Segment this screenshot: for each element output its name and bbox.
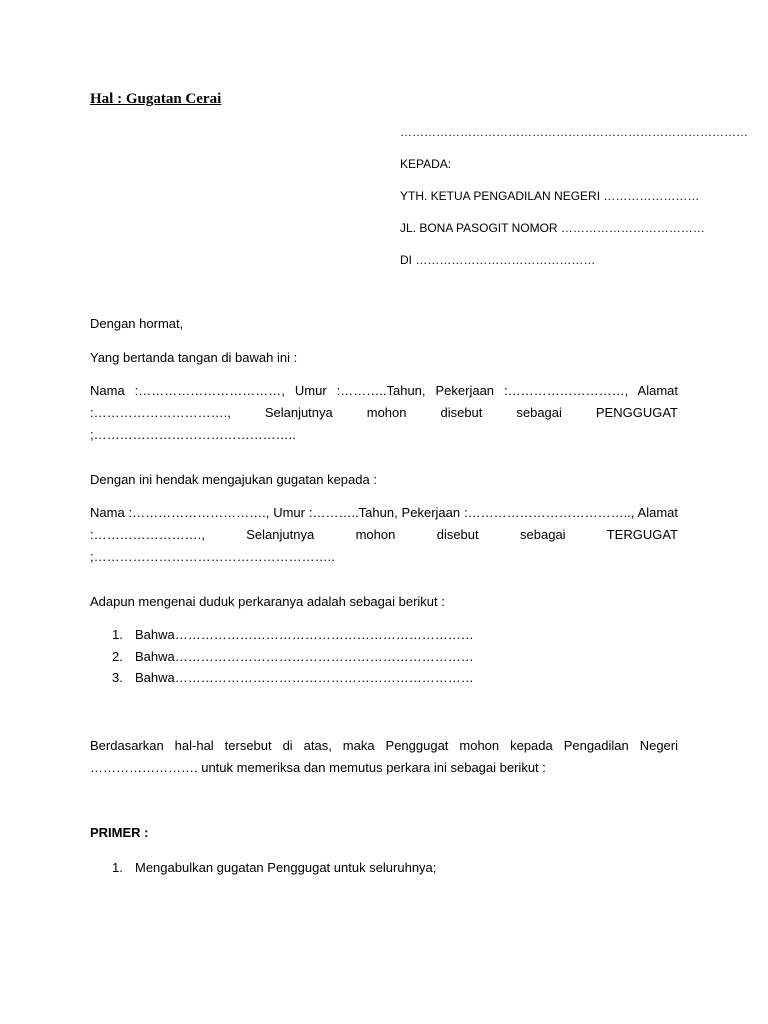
penggugat-paragraph bbox=[90, 380, 678, 446]
list-item-text: Bahwa…………………………………………………………… bbox=[135, 627, 474, 642]
list-item-text: Bahwa…………………………………………………………… bbox=[135, 648, 474, 664]
recipient-city: DI ……………………………………… bbox=[400, 253, 596, 267]
conclusion-line-1: Berdasarkan hal-hal tersebut di atas, maka Penggugat mohon kepada Pengadilan Negeri bbox=[90, 738, 678, 753]
list-item-number: 2. bbox=[112, 648, 123, 664]
recipient-street: JL. BONA PASOGIT NOMOR ……………………………… bbox=[400, 221, 705, 235]
tergugat-paragraph bbox=[90, 502, 678, 568]
list-item-number: 3. bbox=[112, 670, 123, 685]
date-line: …………………………………………………………………………… bbox=[400, 125, 748, 139]
conclusion-paragraph bbox=[90, 735, 678, 779]
penggugat-line-2: :…………………………., Selanjutnya mohon disebut sebagai PENGGUGAT ;……………………………………….. bbox=[90, 405, 678, 442]
signatory-intro: Yang bertanda tangan di bawah ini : bbox=[90, 350, 298, 365]
list-item-text: Mengabulkan gugatan Penggugat untuk seluruhnya; bbox=[135, 860, 437, 875]
tergugat-line-1: Nama :…………………………., Umur :………..Tahun, Pekerjaan :……………………………….., Alamat bbox=[90, 505, 678, 520]
recipient-kepada: KEPADA: bbox=[400, 157, 452, 171]
facts-intro: Adapun mengenai duduk perkaranya adalah sebagai berikut : bbox=[90, 594, 445, 609]
list-item-number: 1. bbox=[112, 627, 123, 642]
tergugat-intro: Dengan ini hendak mengajukan gugatan kepada : bbox=[90, 472, 377, 487]
list-item-text: Bahwa…………………………………………………………… bbox=[135, 670, 474, 685]
greeting: Dengan hormat, bbox=[90, 316, 184, 331]
recipient-yth: YTH. KETUA PENGADILAN NEGERI …………………… bbox=[400, 189, 700, 203]
conclusion-line-2: ……………………. untuk memeriksa dan memutus perkara ini sebagai berikut : bbox=[90, 760, 546, 775]
list-item-number: 1. bbox=[112, 860, 123, 875]
tergugat-line-2: :……………………., Selanjutnya mohon disebut sebagai TERGUGAT ;……………………………………………….. bbox=[90, 527, 678, 564]
primer-heading: PRIMER : bbox=[90, 825, 149, 840]
document-subject: Hal : Gugatan Cerai bbox=[90, 91, 222, 107]
penggugat-line-1: Nama :……………………………, Umur :………..Tahun, Pekerjaan :………………………, Alamat bbox=[90, 383, 678, 398]
